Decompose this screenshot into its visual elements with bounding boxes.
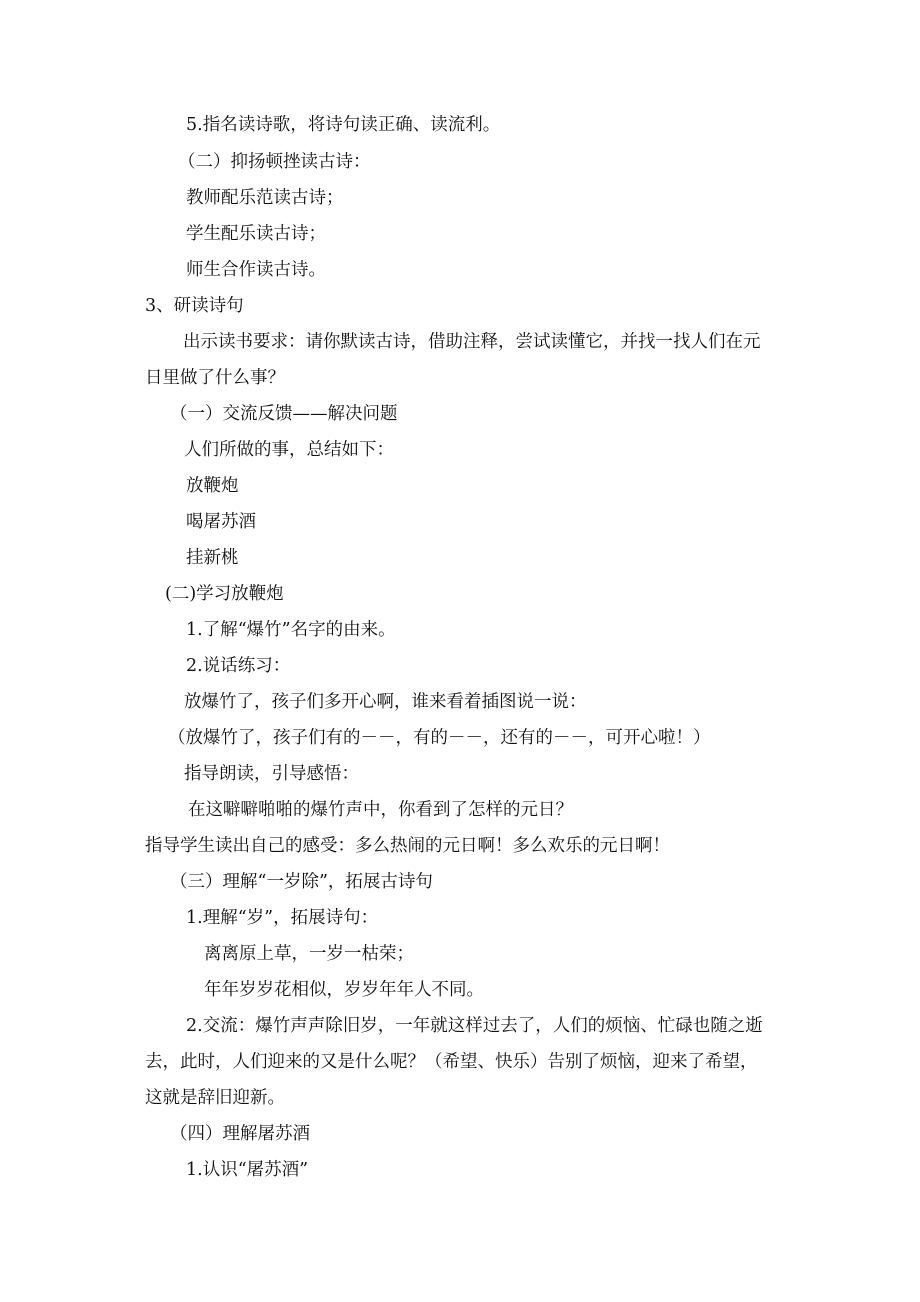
text-line: 日里做了什么事？ [145,368,285,388]
text-line: 学生配乐读古诗； [186,224,326,244]
text-line: 挂新桃 [186,548,239,568]
text-line: 师生合作读古诗。 [186,260,326,280]
text-line: 2.交流：爆竹声声除旧岁，一年就这样过去了，人们的烦恼、忙碌也随之逝 [186,1016,763,1036]
text-line: 指导学生读出自己的感受：多么热闹的元日啊！多么欢乐的元日啊！ [145,836,670,856]
text-line: 1.认识“屠苏酒” [186,1160,309,1180]
text-line: 2.说话练习： [186,656,291,676]
text-line: 1.理解“岁”，拓展诗句： [186,908,379,928]
text-line: 在这噼噼啪啪的爆竹声中，你看到了怎样的元日？ [188,800,573,820]
text-line: 喝屠苏酒 [186,512,256,532]
text-line: 人们所做的事，总结如下： [184,440,394,460]
text-line: 指导朗读，引导感悟： [184,764,359,784]
text-line: 1.了解“爆竹”名字的由来。 [186,620,396,640]
text-line: （二）抑扬顿挫读古诗： [178,152,371,172]
text-line: 出示读书要求：请你默读古诗，借助注释，尝试读懂它，并找一找人们在元 [183,332,761,352]
text-line: 去，此时，人们迎来的又是什么呢？（希望、快乐）告别了烦恼，迎来了希望， [145,1052,758,1072]
text-line: 离离原上草，一岁一枯荣； [204,944,414,964]
text-line: 5.指名读诗歌，将诗句读正确、读流利。 [186,115,501,135]
text-line: （一）交流反馈——解决问题 [170,404,398,424]
text-line: (二)学习放鞭炮 [165,584,284,604]
text-line: （三）理解“一岁除”，拓展古诗句 [170,872,433,892]
text-line: 年年岁岁花相似，岁岁年年人不同。 [204,980,484,1000]
text-line: 3、研读诗句 [145,296,244,316]
text-line: 教师配乐范读古诗； [186,188,344,208]
text-line: 放爆竹了，孩子们多开心啊，谁来看着插图说一说： [184,692,587,712]
text-line: （放爆竹了，孩子们有的－－，有的－－，还有的－－，可开心啦！） [168,728,711,748]
text-line: 放鞭炮 [186,476,239,496]
text-line: 这就是辞旧迎新。 [145,1088,285,1108]
text-line: （四）理解屠苏酒 [170,1124,310,1144]
